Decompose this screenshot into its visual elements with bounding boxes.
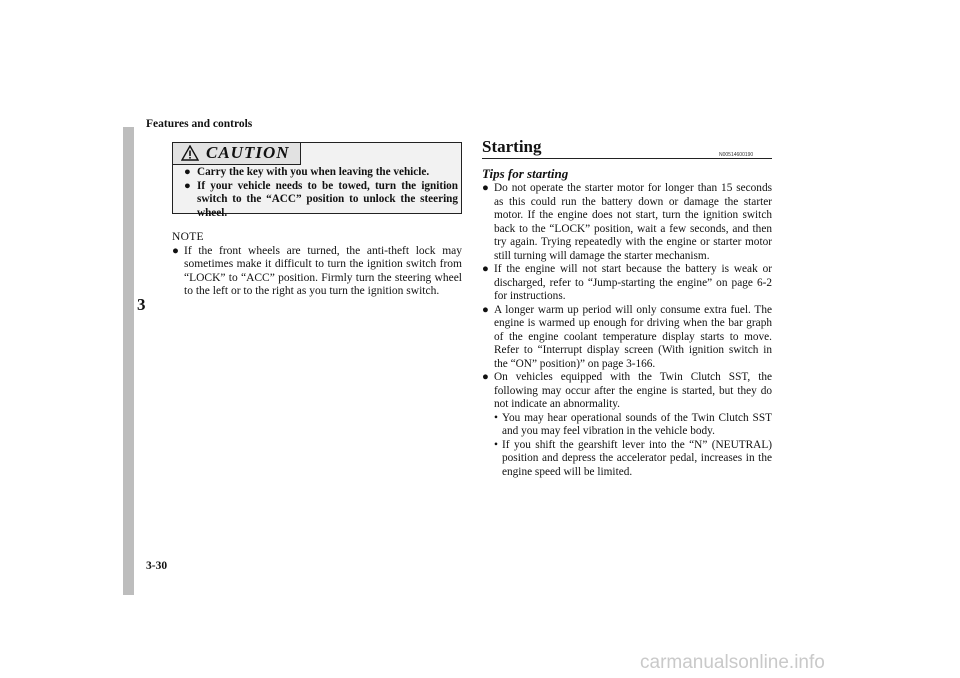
chapter-number: 3 (137, 295, 146, 314)
tip-item-text: Do not operate the starter motor for longer than 15 seconds as this could run the battery down or damage the starter motor. If the engine does not start, turn the ignition switch back to the “LOCK” position, wait a few seconds, and then try again. Trying repeatedly with the engine or starter motor still turning will damage the starter mechanism. (494, 182, 772, 262)
section-divider (482, 158, 772, 159)
tip-item (482, 263, 772, 304)
caution-item (184, 180, 458, 221)
tip-sub-item (482, 439, 772, 480)
caution-box (172, 142, 462, 219)
note-block (172, 231, 462, 299)
tip-sub-item-text: You may hear operational sounds of the Twin Clutch SST and you may feel vibration in the vehicle body. (502, 411, 772, 437)
tip-sub-item-text: If you shift the gearshift lever into the “N” (NEUTRAL) position and depress the accelerator pedal, increases in the engine speed will be limited. (502, 438, 772, 478)
bullet-icon: ● (172, 244, 179, 257)
watermark: carmanualsonline.info (640, 652, 825, 673)
caution-list (184, 166, 458, 220)
subsection-title: Tips for starting (482, 166, 569, 181)
caution-item-text: If your vehicle needs to be towed, turn the ignition switch to the “ACC” position to unlock the steering wheel. (197, 179, 458, 219)
caution-item-text: Carry the key with you when leaving the vehicle. (197, 166, 430, 178)
page-header: Features and controls (146, 118, 253, 130)
bullet-icon: ● (482, 371, 489, 383)
tips-list (482, 182, 772, 479)
tip-item (482, 304, 772, 372)
chapter-tab (123, 127, 134, 595)
bullet-icon: ● (482, 182, 489, 194)
sub-bullet-icon: • (494, 438, 498, 451)
section-code: N00514600190 (719, 152, 754, 158)
bullet-icon: ● (482, 263, 489, 275)
tip-sub-item (482, 412, 772, 439)
caution-title: CAUTION (206, 143, 290, 162)
caution-title-bar (173, 143, 301, 165)
bullet-icon: ● (184, 166, 191, 178)
bullet-icon: ● (482, 303, 489, 316)
tip-item (482, 371, 772, 412)
tip-item-text: A longer warm up period will only consume extra fuel. The engine is warmed up enough for driving when the bar graph of the engine coolant temperature display starts to move. Refer to “Interrupt display screen (With ignition switch in the “ON” position)” on page 3-166. (494, 303, 772, 370)
tip-item-text: If the engine will not start because the battery is weak or discharged, refer to “Jump-starting the engine” on page 6-2 for instructions. (494, 263, 772, 302)
tip-item (482, 182, 772, 263)
tip-item-text: On vehicles equipped with the Twin Clutch SST, the following may occur after the engine is started, but they do not indicate an abnormality. (494, 371, 772, 410)
caution-item (184, 166, 458, 180)
page-number: 3-30 (146, 560, 168, 572)
note-label: NOTE (172, 231, 204, 243)
section-title: Starting (482, 137, 542, 156)
warning-triangle-icon (181, 145, 199, 161)
note-item (172, 245, 462, 299)
note-item-text: If the front wheels are turned, the anti-theft lock may sometimes make it difficult to turn the ignition switch from “LOCK” to “ACC” position. Firmly turn the steering wheel to the left or to the right as you turn the ignition switch. (184, 244, 462, 297)
sub-bullet-icon: • (494, 411, 498, 424)
bullet-icon: ● (184, 179, 191, 192)
